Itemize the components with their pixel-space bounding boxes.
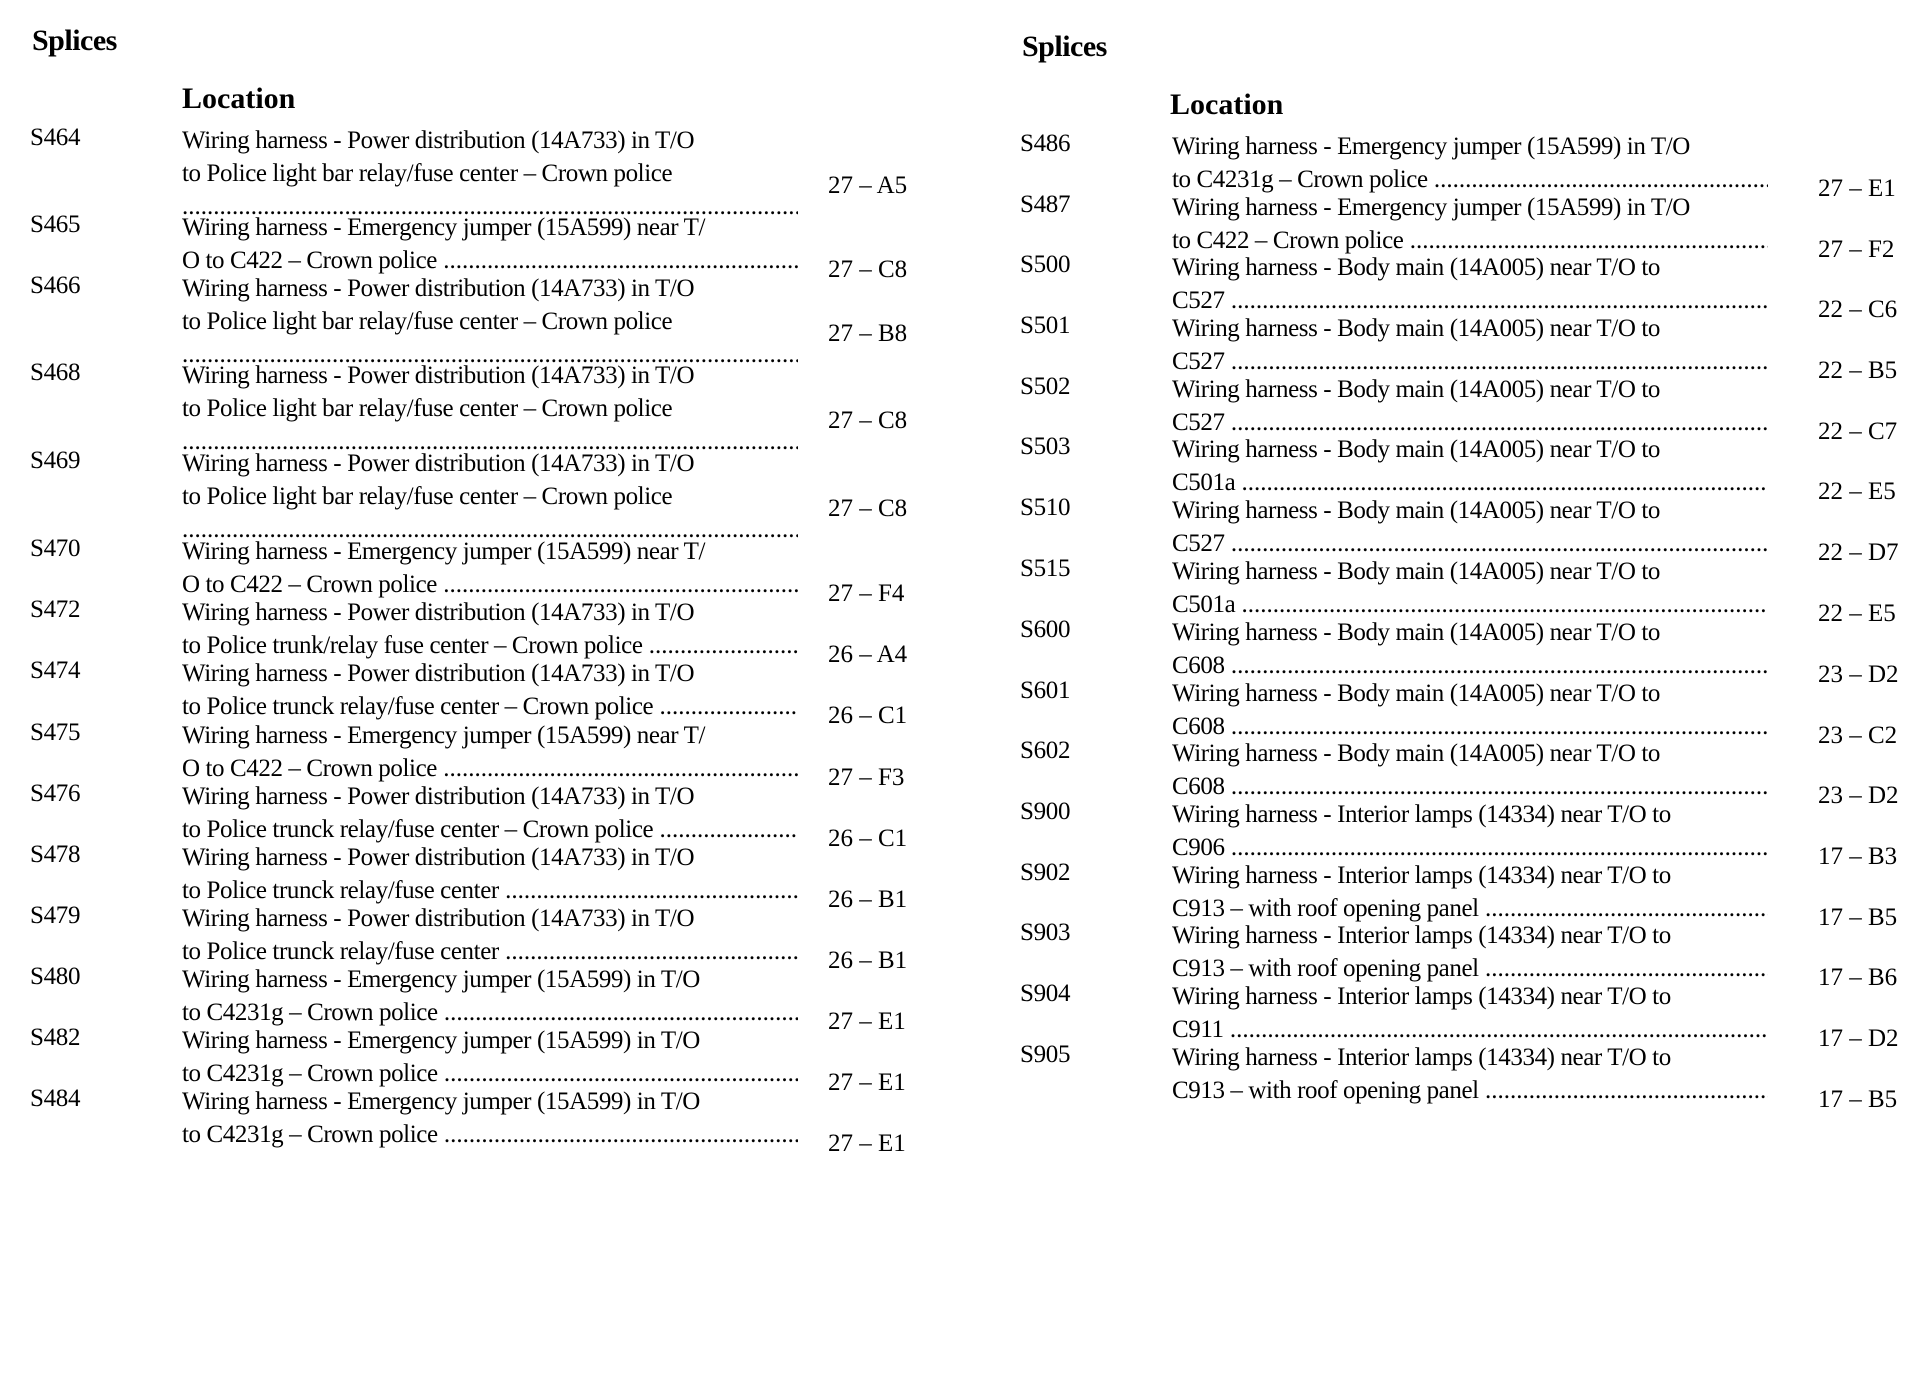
location-line: Wiring harness - Power distribution (14A733) in T/O [182, 660, 695, 687]
location-line: Wiring harness - Body main (14A005) near T/O to [1172, 254, 1660, 281]
splice-id: S602 [1020, 737, 1071, 764]
location-line: to C4231g – Crown police ..... [182, 1118, 798, 1151]
location-line: C501a ..... [1172, 588, 1768, 621]
splice-location [1172, 251, 1768, 317]
splice-location [182, 272, 798, 371]
location-line: to Police light bar relay/fuse center – Crown police [182, 160, 673, 187]
splice-location [1172, 555, 1768, 621]
grid-reference: 22 – E5 [1818, 478, 1896, 505]
splice-location [1172, 919, 1768, 985]
splice-id: S900 [1020, 798, 1071, 825]
splice-id: S500 [1020, 251, 1071, 278]
splice-location [1172, 677, 1768, 743]
grid-reference: 17 – B5 [1818, 1086, 1898, 1113]
section-title: Splices [32, 24, 117, 57]
splice-id: S484 [30, 1085, 81, 1112]
grid-reference: 27 – E1 [828, 1069, 906, 1096]
grid-reference: 22 – C6 [1818, 296, 1898, 323]
location-line: Wiring harness - Body main (14A005) near T/O to [1172, 680, 1660, 707]
splice-location [182, 124, 798, 223]
location-line: Wiring harness - Interior lamps (14334) near T/O to [1172, 983, 1671, 1010]
splice-location [182, 535, 798, 601]
location-line: Wiring harness - Body main (14A005) near T/O to [1172, 497, 1660, 524]
splice-location [1172, 1041, 1768, 1107]
location-line: to Police trunck relay/fuse center ..... [182, 935, 798, 968]
splice-id: S904 [1020, 980, 1071, 1007]
splice-location [182, 1085, 798, 1151]
grid-reference: 22 – E5 [1818, 600, 1896, 627]
location-line: to Police light bar relay/fuse center – Crown police [182, 308, 673, 335]
location-line: Wiring harness - Emergency jumper (15A599) in T/O [182, 1027, 700, 1054]
grid-reference: 17 – D2 [1818, 1025, 1899, 1052]
splice-location [182, 657, 798, 723]
splice-location [1172, 737, 1768, 803]
splice-location [182, 359, 798, 458]
location-line: Wiring harness - Interior lamps (14334) near T/O to [1172, 862, 1671, 889]
location-line: Wiring harness - Body main (14A005) near T/O to [1172, 436, 1660, 463]
grid-reference: 27 – F2 [1818, 236, 1895, 263]
section-title: Splices [1022, 30, 1107, 63]
location-line: to C4231g – Crown police ..... [182, 996, 798, 1029]
splice-id: S475 [30, 719, 81, 746]
splice-id: S468 [30, 359, 81, 386]
location-line: C608 ..... [1172, 710, 1768, 743]
location-line: C501a ..... [1172, 466, 1768, 499]
splice-id: S476 [30, 780, 81, 807]
location-line: Wiring harness - Emergency jumper (15A599) in T/O [182, 966, 700, 993]
splice-id: S502 [1020, 373, 1071, 400]
location-line: Wiring harness - Power distribution (14A733) in T/O [182, 275, 695, 302]
grid-reference: 26 – B1 [828, 947, 908, 974]
location-line: to Police trunck relay/fuse center – Crown police ..... [182, 813, 798, 846]
splice-location [1172, 433, 1768, 499]
splice-location [1172, 616, 1768, 682]
location-header: Location [182, 82, 296, 115]
splice-id: S479 [30, 902, 81, 929]
location-line: O to C422 – Crown police ..... [182, 752, 798, 785]
location-line: C913 – with roof opening panel ..... [1172, 1074, 1768, 1107]
location-line: C527 ..... [1172, 527, 1768, 560]
splice-location [1172, 191, 1768, 257]
location-line: C527 ..... [1172, 284, 1768, 317]
grid-reference: 27 – C8 [828, 407, 908, 434]
grid-reference: 23 – C2 [1818, 722, 1898, 749]
location-line: Wiring harness - Body main (14A005) near T/O to [1172, 558, 1660, 585]
location-line: C608 ..... [1172, 649, 1768, 682]
splice-location [1172, 494, 1768, 560]
grid-reference: 27 – F4 [828, 580, 905, 607]
splice-location [182, 963, 798, 1029]
location-line: C608 ..... [1172, 770, 1768, 803]
splice-id: S487 [1020, 191, 1071, 218]
grid-reference: 22 – B5 [1818, 357, 1898, 384]
location-line: Wiring harness - Power distribution (14A733) in T/O [182, 783, 695, 810]
location-line: Wiring harness - Emergency jumper (15A599) in T/O [1172, 194, 1690, 221]
grid-reference: 27 – C8 [828, 495, 908, 522]
splice-location [182, 1024, 798, 1090]
location-line: Wiring harness - Interior lamps (14334) near T/O to [1172, 922, 1671, 949]
splice-location [182, 780, 798, 846]
splice-id: S482 [30, 1024, 81, 1051]
splice-location [182, 447, 798, 546]
grid-reference: 17 – B6 [1818, 964, 1898, 991]
location-line: to Police light bar relay/fuse center – Crown police [182, 483, 673, 510]
location-line: Wiring harness - Body main (14A005) near T/O to [1172, 315, 1660, 342]
splice-location [182, 902, 798, 968]
grid-reference: 27 – E1 [828, 1130, 906, 1157]
location-line: Wiring harness - Power distribution (14A733) in T/O [182, 450, 695, 477]
location-line: Wiring harness - Emergency jumper (15A599) near T/ [182, 722, 706, 749]
location-line: to Police trunck relay/fuse center ..... [182, 874, 798, 907]
splice-id: S600 [1020, 616, 1071, 643]
splice-id: S480 [30, 963, 81, 990]
grid-reference: 27 – C8 [828, 256, 908, 283]
location-line: O to C422 – Crown police ..... [182, 568, 798, 601]
grid-reference: 27 – A5 [828, 172, 908, 199]
splice-location [1172, 130, 1768, 196]
location-line: to Police trunk/relay fuse center – Crown police ..... [182, 629, 798, 662]
splice-location [1172, 373, 1768, 439]
splice-id: S469 [30, 447, 81, 474]
grid-reference: 26 – B1 [828, 886, 908, 913]
location-line: to C4231g – Crown police ..... [1172, 163, 1768, 196]
location-line: Wiring harness - Power distribution (14A733) in T/O [182, 127, 695, 154]
splice-id: S515 [1020, 555, 1071, 582]
grid-reference: 26 – C1 [828, 825, 908, 852]
grid-reference: 27 – B8 [828, 320, 908, 347]
grid-reference: 17 – B5 [1818, 904, 1898, 931]
grid-reference: 23 – D2 [1818, 782, 1899, 809]
location-line: to C422 – Crown police ..... [1172, 224, 1768, 257]
location-line: to Police trunck relay/fuse center – Crown police ..... [182, 690, 798, 723]
splice-location [182, 841, 798, 907]
splice-id: S486 [1020, 130, 1071, 157]
grid-reference: 23 – D2 [1818, 661, 1899, 688]
splice-id: S472 [30, 596, 81, 623]
splice-id: S501 [1020, 312, 1071, 339]
location-line: O to C422 – Crown police ..... [182, 244, 798, 277]
splice-location [1172, 312, 1768, 378]
location-line: to Police light bar relay/fuse center – Crown police [182, 395, 673, 422]
splice-id: S601 [1020, 677, 1071, 704]
splice-id: S510 [1020, 494, 1071, 521]
location-line: Wiring harness - Body main (14A005) near T/O to [1172, 619, 1660, 646]
location-line: Wiring harness - Body main (14A005) near T/O to [1172, 376, 1660, 403]
location-line: Wiring harness - Emergency jumper (15A599) near T/ [182, 538, 706, 565]
location-line: Wiring harness - Emergency jumper (15A599) in T/O [1172, 133, 1690, 160]
location-line: C527 ..... [1172, 406, 1768, 439]
splice-id: S478 [30, 841, 81, 868]
splice-id: S464 [30, 124, 81, 151]
location-line: Wiring harness - Power distribution (14A733) in T/O [182, 599, 695, 626]
location-header: Location [1170, 88, 1284, 121]
splice-location [1172, 980, 1768, 1046]
grid-reference: 27 – F3 [828, 764, 905, 791]
location-line: C913 – with roof opening panel ..... [1172, 892, 1768, 925]
grid-reference: 27 – E1 [828, 1008, 906, 1035]
splice-id: S902 [1020, 859, 1071, 886]
splice-id: S905 [1020, 1041, 1071, 1068]
location-line: C906 ..... [1172, 831, 1768, 864]
location-line: Wiring harness - Power distribution (14A733) in T/O [182, 362, 695, 389]
location-line: to C4231g – Crown police ..... [182, 1057, 798, 1090]
location-line: Wiring harness - Interior lamps (14334) near T/O to [1172, 801, 1671, 828]
grid-reference: 22 – C7 [1818, 418, 1898, 445]
splice-location [182, 719, 798, 785]
grid-reference: 27 – E1 [1818, 175, 1896, 202]
location-line: Wiring harness - Emergency jumper (15A599) in T/O [182, 1088, 700, 1115]
splice-id: S903 [1020, 919, 1071, 946]
splice-location [1172, 859, 1768, 925]
splice-id: S470 [30, 535, 81, 562]
location-line: C913 – with roof opening panel ..... [1172, 952, 1768, 985]
splice-id: S466 [30, 272, 81, 299]
location-line: Wiring harness - Power distribution (14A733) in T/O [182, 905, 695, 932]
splice-id: S465 [30, 211, 81, 238]
grid-reference: 26 – C1 [828, 702, 908, 729]
grid-reference: 26 – A4 [828, 641, 908, 668]
splice-location [182, 211, 798, 277]
location-line: Wiring harness - Emergency jumper (15A599) near T/ [182, 214, 706, 241]
location-line: Wiring harness - Interior lamps (14334) near T/O to [1172, 1044, 1671, 1071]
location-line: Wiring harness - Power distribution (14A733) in T/O [182, 844, 695, 871]
splice-location [182, 596, 798, 662]
grid-reference: 22 – D7 [1818, 539, 1899, 566]
grid-reference: 17 – B3 [1818, 843, 1898, 870]
location-line: C911 ..... [1172, 1013, 1768, 1046]
splice-id: S474 [30, 657, 81, 684]
location-line: Wiring harness - Body main (14A005) near T/O to [1172, 740, 1660, 767]
location-line: C527 ..... [1172, 345, 1768, 378]
splice-id: S503 [1020, 433, 1071, 460]
splice-location [1172, 798, 1768, 864]
